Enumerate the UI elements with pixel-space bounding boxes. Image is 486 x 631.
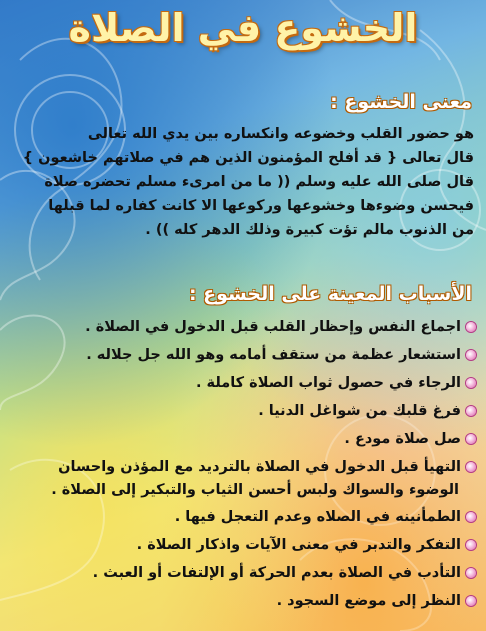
list-item <box>10 531 476 559</box>
list-item <box>10 369 476 397</box>
list-item-text: التفكر والتدبر في معنى الآيات واذكار الصلاة . <box>136 537 461 553</box>
bullet-icon <box>466 462 476 472</box>
paragraph-line: هو حضور القلب وخضوعه وانكساره بين يدي الله تعالى <box>87 126 474 142</box>
list-item-text: الوضوء والسواك ولبس أحسن الثياب والتبكير إلى الصلاة . <box>51 482 459 498</box>
section-heading-reasons: الأسباب المعينة على الخشوع : <box>188 283 472 305</box>
paragraph-line: من الذنوب مالم تؤت كبيرة وذلك الدهر كله )) . <box>145 222 474 238</box>
bullet-icon <box>466 434 476 444</box>
list-item-text: استشعار عظمة من ستقف أمامه وهو الله جل جلاله . <box>86 347 461 363</box>
list-item <box>10 559 476 587</box>
bullet-icon <box>466 512 476 522</box>
reasons-list <box>10 313 476 615</box>
list-item <box>10 425 476 453</box>
list-item <box>10 397 476 425</box>
bullet-icon <box>466 540 476 550</box>
list-item-text: الطمأنينه في الصلاه وعدم التعجل فيها . <box>174 509 461 525</box>
bullet-icon <box>466 568 476 578</box>
list-item <box>10 587 476 615</box>
list-item-text: التأدب في الصلاة بعدم الحركة أو الإلتفات أو العبث . <box>92 565 461 581</box>
list-item <box>10 313 476 341</box>
bullet-icon <box>466 596 476 606</box>
list-item-text: اجماع النفس وإحظار القلب قبل الدخول في الصلاة . <box>85 319 461 335</box>
list-item <box>10 341 476 369</box>
list-item-text: الرجاء في حصول ثواب الصلاة كاملة . <box>195 375 461 391</box>
paragraph-line: قال تعالى { قد أفلح المؤمنون الذين هم في صلاتهم خاشعون } <box>22 150 474 166</box>
meaning-paragraph <box>12 122 474 242</box>
bullet-icon <box>466 322 476 332</box>
bullet-icon <box>466 378 476 388</box>
page-title: الخشوع في الصلاة <box>68 6 418 50</box>
list-item-text: النظر إلى موضع السجود . <box>276 593 461 609</box>
bullet-icon <box>466 350 476 360</box>
section-heading-meaning: معنى الخشوع : <box>330 91 472 113</box>
list-item <box>10 503 476 531</box>
list-item-text: فرغ قلبك من شواغل الدنيا . <box>258 403 461 419</box>
list-item-continuation <box>10 477 476 503</box>
paragraph-line: فيحسن وضوءها وخشوعها وركوعها الا كانت كفاره لما قبلها <box>48 198 474 214</box>
list-item-text: صل صلاة مودع . <box>344 431 461 447</box>
bullet-icon <box>466 406 476 416</box>
list-item-text: التهيأ قبل الدخول في الصلاة بالترديد مع المؤذن واحسان <box>58 459 461 475</box>
paragraph-line: قال صلى الله عليه وسلم (( ما من امرىء مسلم تحضره صلاة <box>44 174 474 190</box>
